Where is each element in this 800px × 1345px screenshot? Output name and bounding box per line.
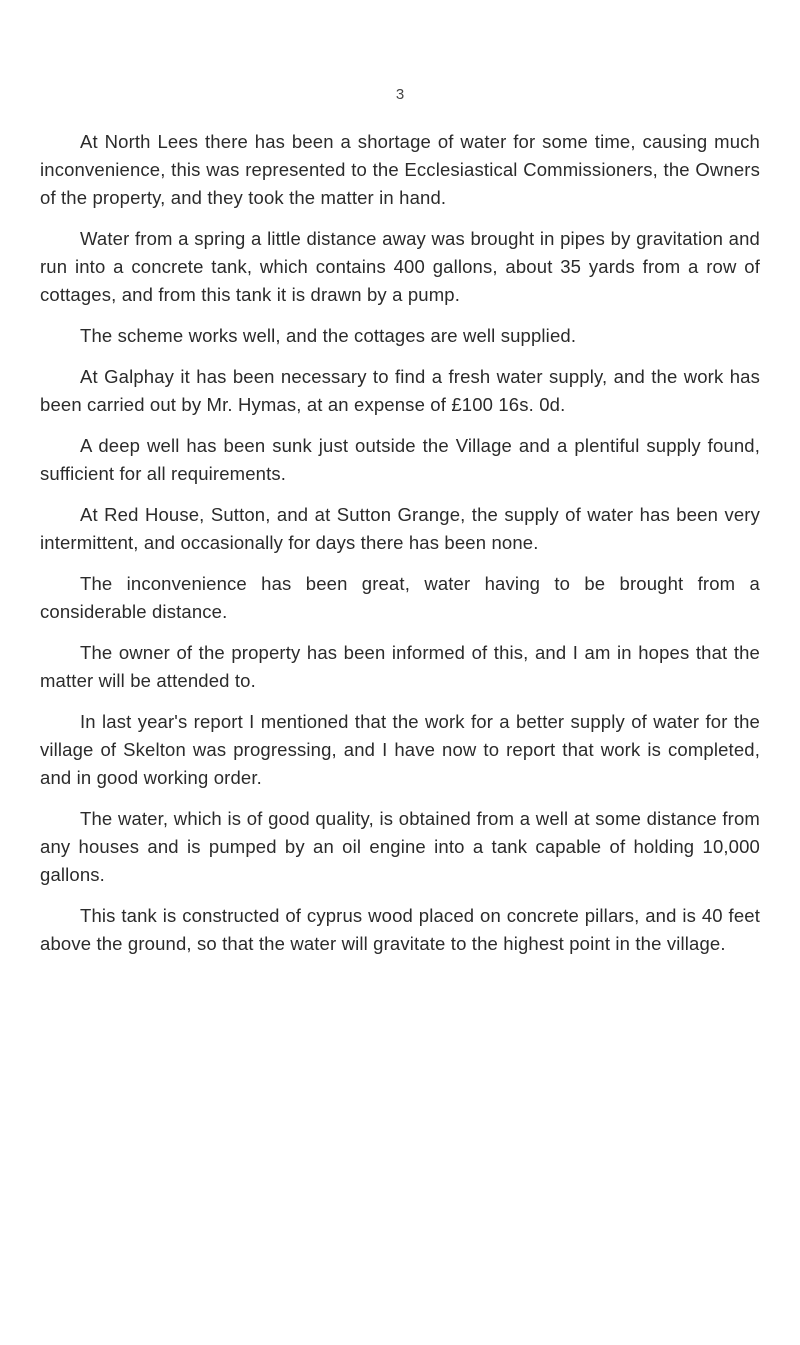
paragraph-north-lees: At North Lees there has been a shortage of water for some time, causing much inconvenience, this was represented to the Ecclesiastical Commissioners, the Owners of the property, and they took the matter in hand. (40, 131, 760, 208)
paragraph-inconvenience: The inconvenience has been great, water having to be brought from a considerable distance. (40, 573, 760, 622)
paragraph-spring-water: Water from a spring a little distance away was brought in pipes by gravitation and run into a concrete tank, which contains 400 gallons, about 35 yards from a row of cottages, and from this tank it is drawn by a pump. (40, 228, 760, 305)
paragraph-red-house: At Red House, Sutton, and at Sutton Grange, the supply of water has been very intermittent, and occasionally for days there has been none. (40, 504, 760, 553)
paragraph-galphay: At Galphay it has been necessary to find a fresh water supply, and the work has been carried out by Mr. Hymas, at an expense of £100 16s. 0d. (40, 366, 760, 415)
paragraph-deep-well: A deep well has been sunk just outside the Village and a plentiful supply found, sufficient for all requirements. (40, 435, 760, 484)
paragraph-tank-construction: This tank is constructed of cyprus wood placed on concrete pillars, and is 40 feet above the ground, so that the water will gravitate to the highest point in the village. (40, 905, 760, 954)
page-number: 3 (395, 86, 405, 103)
paragraph-scheme-works: The scheme works well, and the cottages are well supplied. (80, 325, 577, 346)
paragraph-skelton: In last year's report I mentioned that the work for a better supply of water for the village of Skelton was progressing, and I have now to report that work is completed, and in good working order. (40, 711, 760, 788)
paragraph-water-quality: The water, which is of good quality, is obtained from a well at some distance from any houses and is pumped by an oil engine into a tank capable of holding 10,000 gallons. (40, 808, 760, 885)
body-text (40, 128, 760, 971)
paragraph-owner-informed: The owner of the property has been informed of this, and I am in hopes that the matter will be attended to. (40, 642, 760, 691)
